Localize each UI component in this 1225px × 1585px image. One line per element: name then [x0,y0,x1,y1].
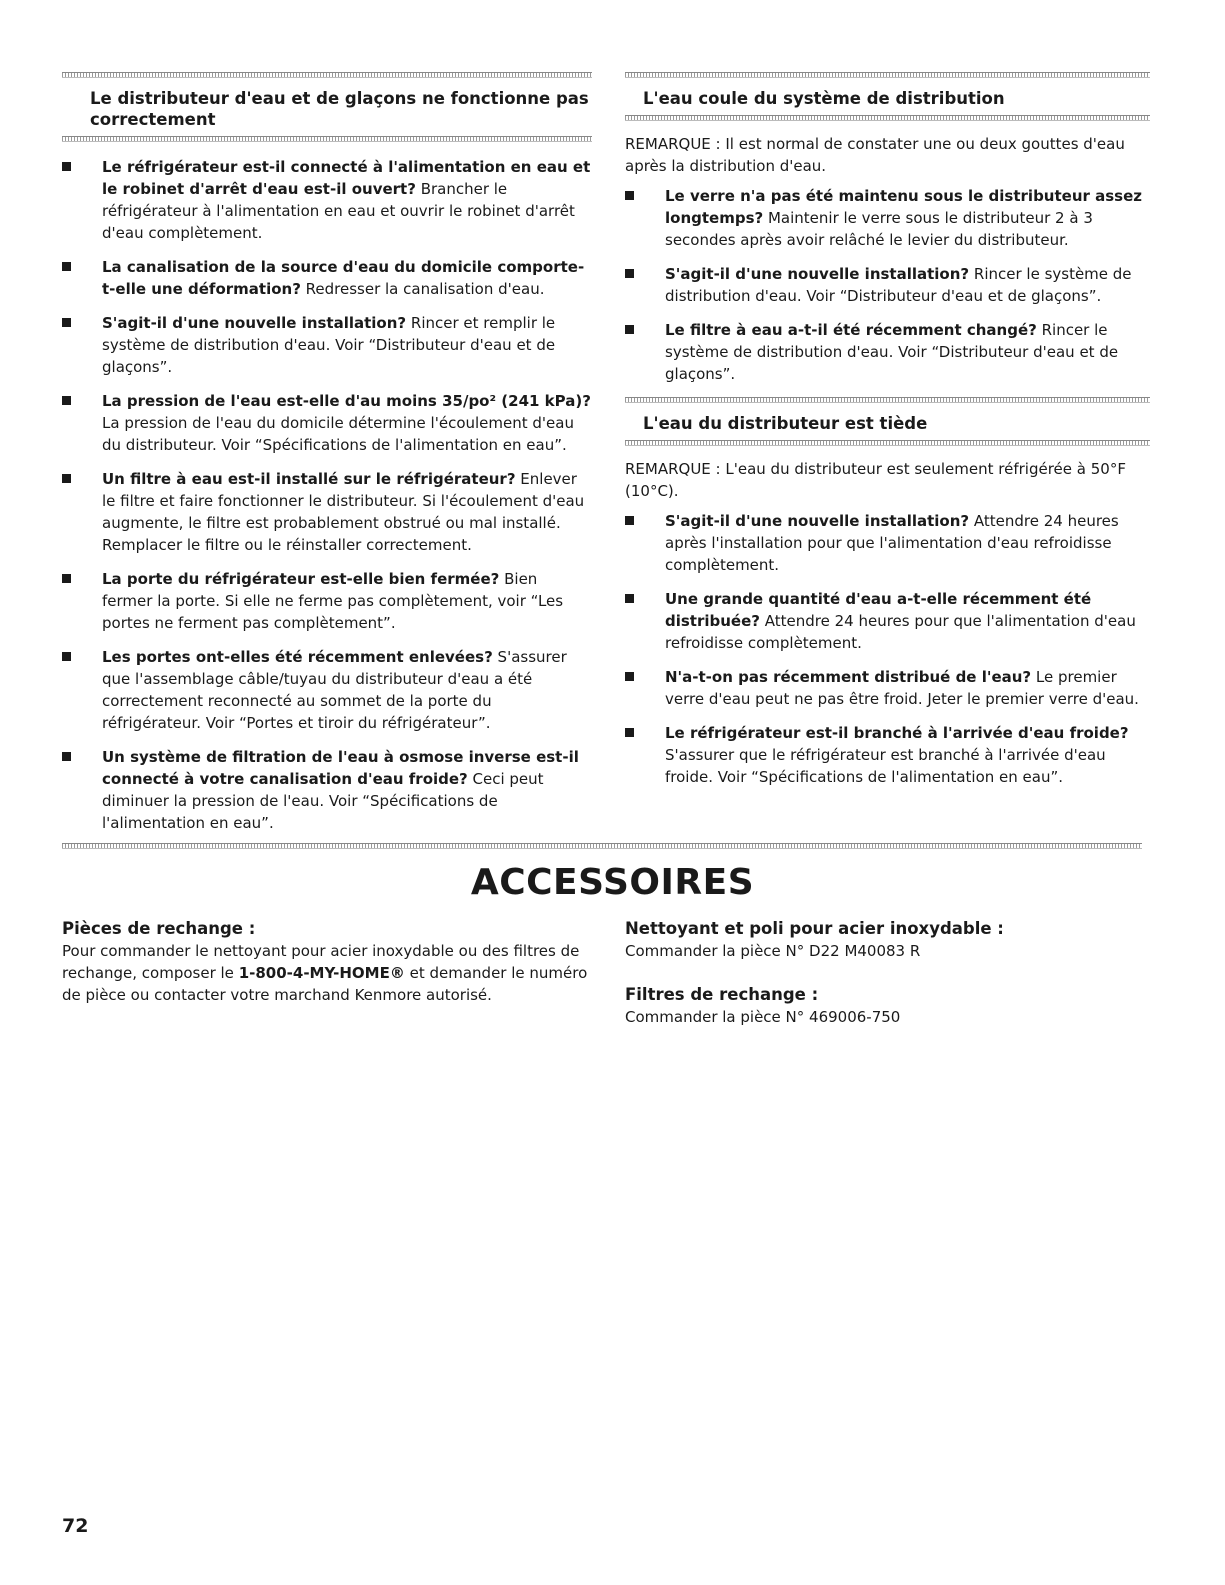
list-item [62,646,592,734]
parts-phone: 1-800-4-MY-HOME® [238,964,405,982]
item-question: La canalisation de la source d'eau du domicile comporte-t-elle une déformation? [102,258,585,298]
parts-text-part: et demander le numéro de pièce ou contacter votre marchand Kenmore autorisé. [62,964,588,1004]
item-answer: Ceci peut diminuer la pression de l'eau. Voir “Spécifications de l'alimentation en eau”. [102,770,544,832]
note-warm-water: REMARQUE : L'eau du distributeur est seulement réfrigérée à 50°F (10°C). [625,460,1126,500]
list-item [625,722,1150,788]
square-bullet-icon [62,474,71,483]
list-item [625,510,1150,576]
list-item [62,468,592,556]
list-item [62,256,592,300]
item-answer: La pression de l'eau du domicile détermine l'écoulement d'eau du distributeur. Voir “Spécifications de l'alimentation en eau”. [102,414,574,454]
square-bullet-icon [62,396,71,405]
left-column [62,72,592,846]
list-item [62,156,592,244]
list-item [62,312,592,378]
list-item [625,588,1150,654]
item-answer: Rincer et remplir le système de distribution d'eau. Voir “Distributeur d'eau et de glaçons”. [102,314,556,376]
list-item [62,746,592,834]
item-answer: Attendre 24 heures pour que l'alimentation d'eau refroidisse complètement. [665,612,1136,652]
filters-text: Commander la pièce N° 469006-750 [625,1008,901,1026]
cleaner-heading: Nettoyant et poli pour acier inoxydable : [625,919,1004,938]
item-answer: Attendre 24 heures après l'installation pour que l'alimentation d'eau refroidisse complètement. [665,512,1119,574]
item-question: La pression de l'eau est-elle d'au moins 35/po² (241 kPa)? [102,392,591,410]
troubleshoot-list [625,510,1150,788]
item-answer: Redresser la canalisation d'eau. [300,280,545,298]
list-item [625,666,1150,710]
item-question: La porte du réfrigérateur est-elle bien fermée? [102,570,500,588]
square-bullet-icon [625,325,634,334]
item-question: Un filtre à eau est-il installé sur le réfrigérateur? [102,470,516,488]
note-leak: REMARQUE : Il est normal de constater une ou deux gouttes d'eau après la distribution d'eau. [625,135,1125,175]
square-bullet-icon [625,191,634,200]
item-question: Le verre n'a pas été maintenu sous le distributeur assez longtemps? [665,187,1143,227]
list-item [625,263,1150,307]
troubleshoot-list [625,185,1150,385]
square-bullet-icon [625,728,634,737]
parts-heading: Pièces de rechange : [62,919,256,938]
section-heading-warm-water: L'eau du distributeur est tiède [643,414,928,433]
accessories-title: ACCESSOIRES [470,862,755,903]
list-item [625,319,1150,385]
list-item [62,568,592,634]
page-number: 72 [62,1515,89,1537]
troubleshoot-list [62,156,592,834]
list-item [625,185,1150,251]
item-question: Les portes ont-elles été récemment enlevées? [102,648,493,666]
parts-text-part: Pour commander le nettoyant pour acier inoxydable ou des filtres de rechange, composer le [62,942,580,982]
cleaner-text: Commander la pièce N° D22 M40083 R [625,942,921,960]
square-bullet-icon [625,594,634,603]
list-item [62,390,592,456]
item-answer: Maintenir le verre sous le distributeur 2 à 3 secondes après avoir relâché le levier du distributeur. [665,209,1093,249]
square-bullet-icon [625,269,634,278]
item-answer: Rincer le système de distribution d'eau. Voir “Distributeur d'eau et de glaçons”. [665,265,1132,305]
item-question: Un système de filtration de l'eau à osmose inverse est-il connecté à votre canalisation d'eau froide? [102,748,579,788]
square-bullet-icon [625,516,634,525]
parts-text [62,940,592,1006]
item-answer: Brancher le réfrigérateur à l'alimentation en eau et ouvrir le robinet d'arrêt d'eau complètement. [102,180,575,242]
item-question: Le réfrigérateur est-il connecté à l'alimentation en eau et le robinet d'arrêt d'eau est-il ouvert? [102,158,591,198]
square-bullet-icon [62,262,71,271]
square-bullet-icon [62,574,71,583]
item-question: S'agit-il d'une nouvelle installation? [665,512,970,530]
square-bullet-icon [62,752,71,761]
square-bullet-icon [62,162,71,171]
item-question: Le réfrigérateur est-il branché à l'arrivée d'eau froide? [665,724,1129,742]
cleaner-filters-block [625,918,1150,1028]
square-bullet-icon [62,652,71,661]
accessories-rule [62,843,1142,849]
square-bullet-icon [625,672,634,681]
item-question: S'agit-il d'une nouvelle installation? [665,265,970,283]
item-question: Le filtre à eau a-t-il été récemment changé? [665,321,1037,339]
item-question: S'agit-il d'une nouvelle installation? [102,314,407,332]
section-rule [625,440,1150,446]
item-answer: S'assurer que l'assemblage câble/tuyau du distributeur d'eau a été correctement reconnecté au sommet de la porte du réfrigérateur. Voir “Portes et tiroir du réfrigérateur”. [102,648,567,732]
item-answer: Le premier verre d'eau peut ne pas être froid. Jeter le premier verre d'eau. [665,668,1139,708]
parts-block [62,918,592,1006]
item-answer: S'assurer que le réfrigérateur est branché à l'arrivée d'eau froide. Voir “Spécifications de l'alimentation en eau”. [665,746,1106,786]
item-question: Une grande quantité d'eau a-t-elle récemment été distribuée? [665,590,1092,630]
item-answer: Rincer le système de distribution d'eau. Voir “Distributeur d'eau et de glaçons”. [665,321,1119,383]
section-rule [62,136,592,142]
section-rule [625,115,1150,121]
item-question: N'a-t-on pas récemment distribué de l'eau? [665,668,1032,686]
square-bullet-icon [62,318,71,327]
item-answer: Bien fermer la porte. Si elle ne ferme pas complètement, voir “Les portes ne ferment pas complètement”. [102,570,564,632]
filters-heading: Filtres de rechange : [625,985,819,1004]
section-heading-dispenser: Le distributeur d'eau et de glaçons ne fonctionne pas correctement [90,89,589,129]
section-heading-leak: L'eau coule du système de distribution [643,89,1005,108]
item-answer: Enlever le filtre et faire fonctionner le distributeur. Si l'écoulement d'eau augmente, le filtre est probablement obstrué ou mal installé. Remplacer le filtre ou le réinstaller correctement. [102,470,585,554]
right-column [625,72,1150,800]
